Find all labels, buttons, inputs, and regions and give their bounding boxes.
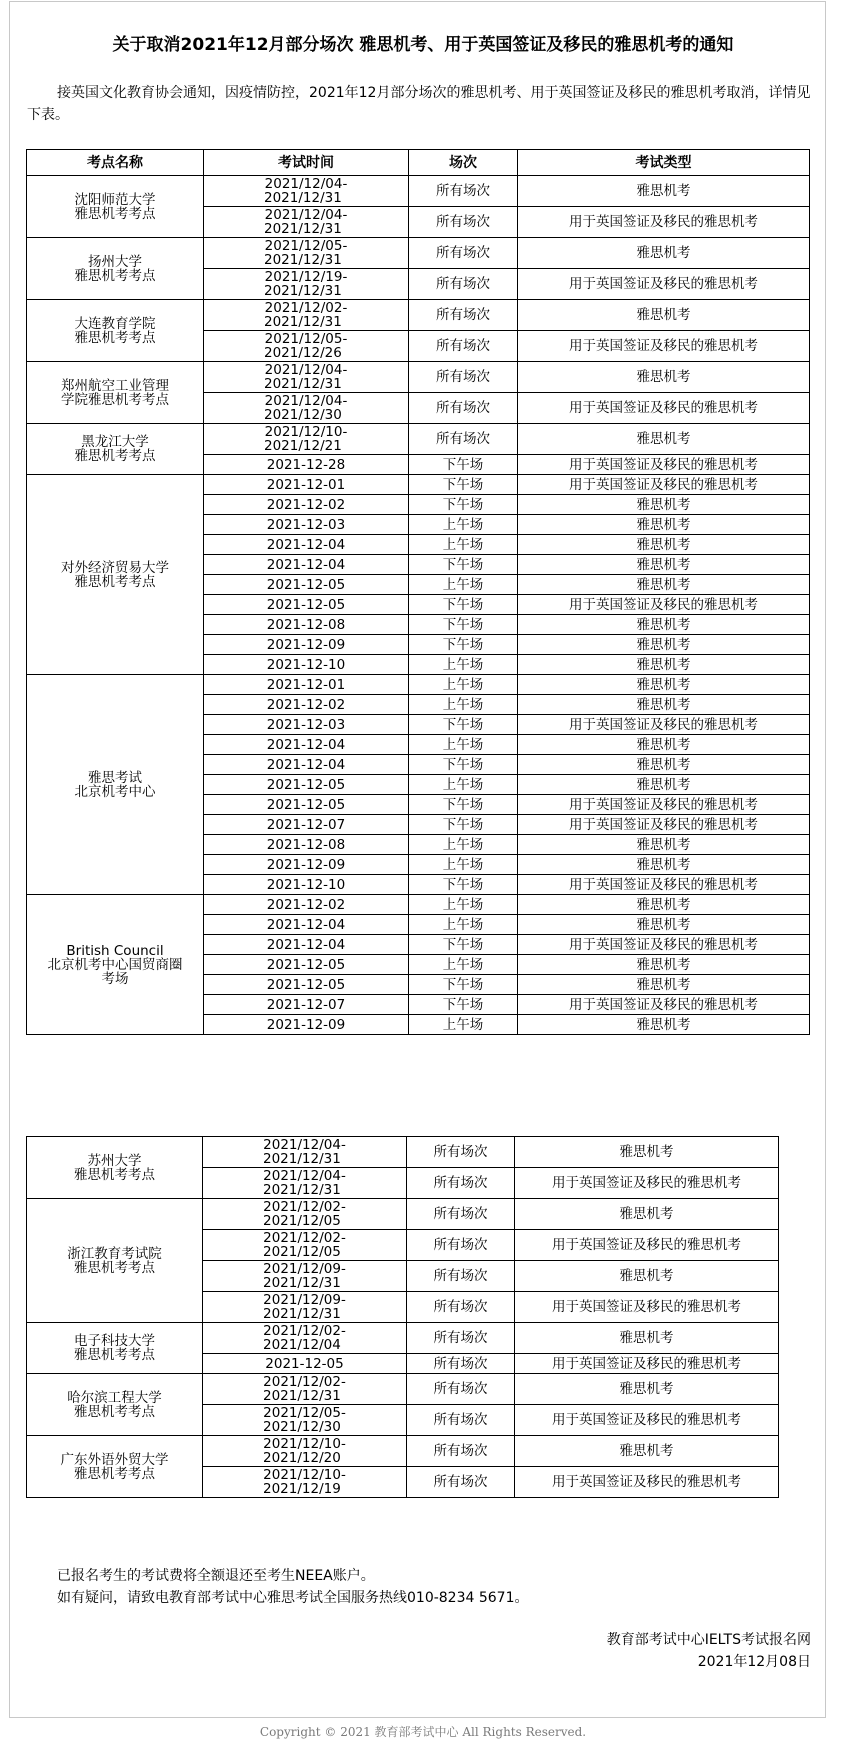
exam-session: 上午场 — [409, 855, 518, 875]
exam-type: 雅思机考 — [518, 1015, 810, 1035]
exam-session: 下午场 — [409, 975, 518, 995]
exam-session: 所有场次 — [409, 238, 518, 269]
header-session: 场次 — [409, 150, 518, 176]
exam-date: 2021-12-05 — [204, 955, 409, 975]
exam-date — [203, 1405, 407, 1436]
exam-session: 所有场次 — [409, 207, 518, 238]
exam-session: 所有场次 — [407, 1292, 515, 1323]
exam-session: 所有场次 — [407, 1168, 515, 1199]
exam-session: 所有场次 — [409, 393, 518, 424]
exam-type: 用于英国签证及移民的雅思机考 — [518, 935, 810, 955]
exam-type: 雅思机考 — [518, 424, 810, 455]
table-row — [27, 300, 810, 331]
page-title: 关于取消2021年12月部分场次 雅思机考、用于英国签证及移民的雅思机考的通知 — [112, 35, 734, 55]
exam-date-end: 2021/12/30 — [263, 1419, 341, 1435]
venue-name — [27, 1374, 203, 1436]
venue-name-line: 雅思机考考点 — [74, 329, 156, 346]
exam-date-end: 2021/12/31 — [263, 1151, 341, 1167]
venue-name — [27, 1323, 203, 1374]
exam-session: 上午场 — [409, 695, 518, 715]
exam-type: 雅思机考 — [518, 855, 810, 875]
venue-name-line: 雅思机考考点 — [74, 1347, 155, 1363]
exam-date: 2021-12-02 — [204, 895, 409, 915]
table-row — [27, 424, 810, 455]
exam-date: 2021-12-07 — [204, 815, 409, 835]
exam-date-end: 2021/12/31 — [264, 252, 342, 268]
exam-date — [203, 1323, 407, 1354]
exam-type: 用于英国签证及移民的雅思机考 — [518, 815, 810, 835]
exam-session: 所有场次 — [409, 331, 518, 362]
exam-date — [204, 269, 409, 300]
exam-date — [203, 1436, 407, 1467]
signature-block — [607, 1629, 811, 1673]
header-venue: 考点名称 — [27, 150, 204, 176]
exam-date: 2021-12-04 — [204, 735, 409, 755]
exam-date-start: 2021/12/05- — [264, 238, 348, 254]
exam-session: 上午场 — [409, 955, 518, 975]
exam-session: 下午场 — [409, 555, 518, 575]
exam-date-end: 2021/12/05 — [263, 1213, 341, 1229]
header-exam-type: 考试类型 — [518, 150, 810, 176]
exam-date-start: 2021/12/19- — [264, 269, 348, 285]
exam-date-end: 2021/12/31 — [263, 1182, 341, 1198]
exam-session: 上午场 — [409, 1015, 518, 1035]
exam-type: 雅思机考 — [515, 1261, 779, 1292]
exam-date — [204, 362, 409, 393]
exam-date-start: 2021/12/04- — [263, 1168, 346, 1184]
exam-date-start: 2021/12/05- — [263, 1405, 346, 1421]
venue-name — [27, 424, 204, 475]
venue-name-line: 雅思机考考点 — [74, 205, 156, 222]
exam-type: 雅思机考 — [518, 555, 810, 575]
exam-type: 雅思机考 — [518, 975, 810, 995]
exam-session: 下午场 — [409, 995, 518, 1015]
exam-date-start: 2021/12/05- — [264, 331, 348, 347]
exam-date: 2021-12-08 — [204, 835, 409, 855]
exam-date-end: 2021/12/31 — [263, 1275, 341, 1291]
exam-type: 雅思机考 — [518, 835, 810, 855]
venue-name-line: 扬州大学 — [88, 253, 142, 270]
exam-type: 雅思机考 — [518, 895, 810, 915]
venue-name-line: 雅思机考考点 — [74, 1465, 155, 1482]
exam-type: 雅思机考 — [518, 238, 810, 269]
exam-session: 所有场次 — [407, 1199, 515, 1230]
exam-session: 上午场 — [409, 575, 518, 595]
table-row — [27, 238, 810, 269]
copyright: Copyright © 2021 教育部考试中心 All Rights Reserved. — [259, 1725, 587, 1739]
exam-type: 雅思机考 — [515, 1436, 779, 1467]
exam-session: 上午场 — [409, 775, 518, 795]
exam-date — [203, 1230, 407, 1261]
exam-type: 用于英国签证及移民的雅思机考 — [518, 207, 810, 238]
venue-name-line: 雅思考试 — [88, 769, 142, 786]
table-row — [27, 1137, 779, 1168]
exam-session: 下午场 — [409, 475, 518, 495]
cancellation-table-continued — [26, 1136, 779, 1498]
exam-date: 2021-12-05 — [204, 975, 409, 995]
exam-date: 2021-12-02 — [204, 495, 409, 515]
exam-session: 所有场次 — [409, 362, 518, 393]
exam-date: 2021-12-05 — [204, 775, 409, 795]
exam-type: 用于英国签证及移民的雅思机考 — [518, 455, 810, 475]
exam-date: 2021-12-04 — [204, 555, 409, 575]
exam-type: 雅思机考 — [515, 1323, 779, 1354]
exam-date: 2021-12-04 — [204, 915, 409, 935]
exam-session: 所有场次 — [407, 1137, 515, 1168]
exam-type: 用于英国签证及移民的雅思机考 — [515, 1168, 779, 1199]
exam-date — [203, 1374, 407, 1405]
venue-name-line: 雅思机考考点 — [74, 1403, 155, 1420]
exam-session: 下午场 — [409, 875, 518, 895]
table-row — [27, 675, 810, 695]
exam-type: 用于英国签证及移民的雅思机考 — [518, 715, 810, 735]
exam-session: 所有场次 — [407, 1230, 515, 1261]
exam-date-end: 2021/12/20 — [263, 1450, 341, 1466]
exam-date-end: 2021/12/26 — [264, 345, 342, 361]
exam-session: 上午场 — [409, 675, 518, 695]
venue-name-line: British Council — [66, 942, 164, 959]
exam-date-end: 2021/12/31 — [264, 314, 342, 330]
exam-date: 2021-12-02 — [204, 695, 409, 715]
venue-name-line: 电子科技大学 — [74, 1333, 155, 1349]
venue-name-line: 浙江教育考试院 — [67, 1245, 162, 1262]
exam-date-end: 2021/12/31 — [263, 1388, 341, 1404]
issuing-org: 教育部考试中心IELTS考试报名网 — [606, 1632, 811, 1648]
exam-session: 所有场次 — [407, 1374, 515, 1405]
exam-date — [203, 1292, 407, 1323]
exam-session: 所有场次 — [407, 1405, 515, 1436]
venue-name-line: 雅思机考考点 — [74, 1259, 155, 1276]
exam-date-start: 2021/12/02- — [263, 1230, 346, 1246]
exam-date — [204, 238, 409, 269]
venue-name-line: 雅思机考考点 — [74, 448, 156, 464]
exam-date: 2021-12-09 — [204, 1015, 409, 1035]
exam-session: 上午场 — [409, 835, 518, 855]
exam-type: 雅思机考 — [518, 955, 810, 975]
exam-date: 2021-12-07 — [204, 995, 409, 1015]
exam-date — [203, 1168, 407, 1199]
exam-date — [203, 1261, 407, 1292]
exam-date: 2021-12-05 — [203, 1354, 407, 1374]
exam-session: 所有场次 — [407, 1323, 515, 1354]
venue-name — [27, 895, 204, 1035]
exam-type: 用于英国签证及移民的雅思机考 — [518, 995, 810, 1015]
exam-session: 上午场 — [409, 895, 518, 915]
exam-date: 2021-12-09 — [204, 635, 409, 655]
exam-date: 2021-12-04 — [204, 935, 409, 955]
venue-name — [27, 475, 204, 675]
exam-date: 2021-12-03 — [204, 515, 409, 535]
exam-date-start: 2021/12/02- — [263, 1323, 346, 1339]
exam-session: 上午场 — [409, 735, 518, 755]
exam-type: 雅思机考 — [518, 735, 810, 755]
table-row — [27, 1199, 779, 1230]
venue-name-line: 大连教育学院 — [74, 315, 156, 332]
venue-name-line: 雅思机考考点 — [74, 1166, 155, 1183]
venue-name — [27, 675, 204, 895]
exam-date-start: 2021/12/02- — [263, 1199, 346, 1215]
exam-date-start: 2021/12/10- — [264, 424, 348, 440]
exam-date-end: 2021/12/19 — [263, 1481, 341, 1497]
exam-date-start: 2021/12/02- — [264, 300, 348, 316]
exam-date — [204, 176, 409, 207]
exam-date-end: 2021/12/31 — [264, 221, 342, 237]
exam-date: 2021-12-04 — [204, 755, 409, 775]
venue-name-line: 广东外语外贸大学 — [60, 1451, 169, 1468]
exam-type: 用于英国签证及移民的雅思机考 — [518, 795, 810, 815]
exam-type: 用于英国签证及移民的雅思机考 — [515, 1230, 779, 1261]
exam-date-start: 2021/12/09- — [263, 1261, 346, 1277]
refund-note: 已报名考生的考试费将全额退还至考生NEEA账户。 — [57, 1568, 375, 1584]
exam-date — [203, 1137, 407, 1168]
exam-date-start: 2021/12/02- — [263, 1374, 346, 1390]
exam-date-end: 2021/12/21 — [264, 438, 342, 454]
exam-date-end: 2021/12/31 — [264, 283, 342, 299]
exam-date: 2021-12-01 — [204, 675, 409, 695]
exam-type: 雅思机考 — [515, 1374, 779, 1405]
exam-type: 用于英国签证及移民的雅思机考 — [515, 1467, 779, 1498]
venue-name-line: 考场 — [101, 970, 129, 987]
venue-name-line: 雅思机考考点 — [74, 573, 156, 590]
exam-type: 雅思机考 — [518, 362, 810, 393]
venue-name — [27, 238, 204, 300]
venue-name — [27, 300, 204, 362]
venue-name-line: 苏州大学 — [87, 1152, 142, 1169]
exam-type: 雅思机考 — [518, 176, 810, 207]
exam-date: 2021-12-09 — [204, 855, 409, 875]
table-row — [27, 895, 810, 915]
exam-date: 2021-12-03 — [204, 715, 409, 735]
exam-date: 2021-12-10 — [204, 875, 409, 895]
venue-name-line: 雅思机考考点 — [74, 267, 156, 284]
table-row — [27, 362, 810, 393]
venue-name-line: 北京机考中心国贸商圈 — [47, 956, 183, 973]
exam-type: 雅思机考 — [518, 675, 810, 695]
exam-date-end: 2021/12/05 — [263, 1244, 341, 1260]
venue-name — [27, 362, 204, 424]
exam-session: 下午场 — [409, 755, 518, 775]
exam-date-start: 2021/12/04- — [264, 176, 348, 192]
exam-type: 雅思机考 — [518, 655, 810, 675]
exam-type: 用于英国签证及移民的雅思机考 — [515, 1292, 779, 1323]
exam-session: 上午场 — [409, 515, 518, 535]
exam-type: 雅思机考 — [518, 515, 810, 535]
venue-name-line: 对外经济贸易大学 — [61, 559, 169, 576]
hotline-note: 如有疑问，请致电教育部考试中心雅思考试全国服务热线010-8234 5671。 — [57, 1590, 529, 1606]
table-row — [27, 475, 810, 495]
venue-name-line: 黑龙江大学 — [81, 434, 149, 450]
exam-session: 所有场次 — [409, 176, 518, 207]
exam-date — [204, 300, 409, 331]
intro-paragraph: 接英国文化教育协会通知，因疫情防控，2021年12月部分场次的雅思机考、用于英国签证及移民的雅思机考取消，详情见下表。 — [27, 85, 811, 123]
venue-name — [27, 1137, 203, 1199]
exam-session: 所有场次 — [407, 1354, 515, 1374]
exam-date-start: 2021/12/10- — [263, 1467, 346, 1483]
exam-date: 2021-12-05 — [204, 795, 409, 815]
issue-date: 2021年12月08日 — [697, 1654, 811, 1670]
exam-type: 用于英国签证及移民的雅思机考 — [518, 475, 810, 495]
exam-session: 所有场次 — [407, 1436, 515, 1467]
exam-type: 雅思机考 — [518, 300, 810, 331]
exam-date-start: 2021/12/04- — [264, 362, 348, 378]
exam-session: 下午场 — [409, 595, 518, 615]
exam-date — [203, 1199, 407, 1230]
exam-date-start: 2021/12/10- — [263, 1436, 346, 1452]
cancellation-table — [26, 149, 810, 1035]
venue-name-line: 学院雅思机考考点 — [61, 391, 169, 408]
exam-type: 用于英国签证及移民的雅思机考 — [518, 393, 810, 424]
exam-date — [204, 331, 409, 362]
exam-session: 上午场 — [409, 535, 518, 555]
exam-session: 所有场次 — [407, 1467, 515, 1498]
venue-name — [27, 176, 204, 238]
exam-date-start: 2021/12/04- — [264, 207, 348, 223]
exam-date: 2021-12-01 — [204, 475, 409, 495]
venue-name — [27, 1436, 203, 1498]
exam-date-end: 2021/12/31 — [264, 190, 342, 206]
exam-type: 用于英国签证及移民的雅思机考 — [518, 269, 810, 300]
exam-type: 雅思机考 — [518, 615, 810, 635]
exam-session: 上午场 — [409, 655, 518, 675]
exam-date-end: 2021/12/04 — [263, 1337, 341, 1353]
header-date: 考试时间 — [204, 150, 409, 176]
exam-type: 用于英国签证及移民的雅思机考 — [518, 875, 810, 895]
exam-type: 用于英国签证及移民的雅思机考 — [515, 1354, 779, 1374]
exam-date: 2021-12-10 — [204, 655, 409, 675]
venue-name — [27, 1199, 203, 1323]
exam-date: 2021-12-04 — [204, 535, 409, 555]
venue-name-line: 沈阳师范大学 — [74, 191, 156, 208]
exam-date: 2021-12-05 — [204, 575, 409, 595]
venue-name-line: 北京机考中心 — [74, 783, 156, 800]
exam-session: 下午场 — [409, 935, 518, 955]
exam-type: 雅思机考 — [518, 635, 810, 655]
exam-date — [204, 207, 409, 238]
exam-type: 雅思机考 — [518, 695, 810, 715]
exam-date: 2021-12-05 — [204, 595, 409, 615]
table-header-row — [27, 150, 810, 176]
exam-date-end: 2021/12/30 — [264, 407, 342, 423]
exam-session: 所有场次 — [409, 300, 518, 331]
exam-date-end: 2021/12/31 — [263, 1306, 341, 1322]
exam-session: 下午场 — [409, 495, 518, 515]
exam-session: 下午场 — [409, 615, 518, 635]
venue-name-line: 郑州航空工业管理 — [61, 377, 169, 394]
exam-date-end: 2021/12/31 — [264, 376, 342, 392]
exam-type: 雅思机考 — [518, 775, 810, 795]
exam-type: 雅思机考 — [518, 915, 810, 935]
exam-session: 下午场 — [409, 635, 518, 655]
exam-type: 雅思机考 — [518, 575, 810, 595]
exam-session: 所有场次 — [407, 1261, 515, 1292]
exam-type: 雅思机考 — [518, 535, 810, 555]
exam-session: 上午场 — [409, 915, 518, 935]
table-row — [27, 176, 810, 207]
exam-session: 下午场 — [409, 815, 518, 835]
exam-type: 用于英国签证及移民的雅思机考 — [518, 331, 810, 362]
exam-session: 下午场 — [409, 455, 518, 475]
exam-date — [204, 393, 409, 424]
exam-date-start: 2021/12/04- — [264, 393, 348, 409]
exam-type: 雅思机考 — [518, 755, 810, 775]
exam-date: 2021-12-08 — [204, 615, 409, 635]
exam-type: 用于英国签证及移民的雅思机考 — [515, 1405, 779, 1436]
exam-type: 雅思机考 — [515, 1199, 779, 1230]
exam-session: 所有场次 — [409, 424, 518, 455]
exam-date — [204, 424, 409, 455]
venue-name-line: 哈尔滨工程大学 — [67, 1389, 162, 1406]
exam-session: 下午场 — [409, 715, 518, 735]
exam-type: 雅思机考 — [515, 1137, 779, 1168]
table-row — [27, 1374, 779, 1405]
exam-date: 2021-12-28 — [204, 455, 409, 475]
exam-date-start: 2021/12/09- — [263, 1292, 346, 1308]
exam-session: 所有场次 — [409, 269, 518, 300]
exam-date — [203, 1467, 407, 1498]
table-row — [27, 1436, 779, 1467]
exam-type: 用于英国签证及移民的雅思机考 — [518, 595, 810, 615]
table-row — [27, 1323, 779, 1354]
footer-notes — [57, 1565, 528, 1609]
exam-session: 下午场 — [409, 795, 518, 815]
exam-type: 雅思机考 — [518, 495, 810, 515]
exam-date-start: 2021/12/04- — [263, 1137, 346, 1153]
